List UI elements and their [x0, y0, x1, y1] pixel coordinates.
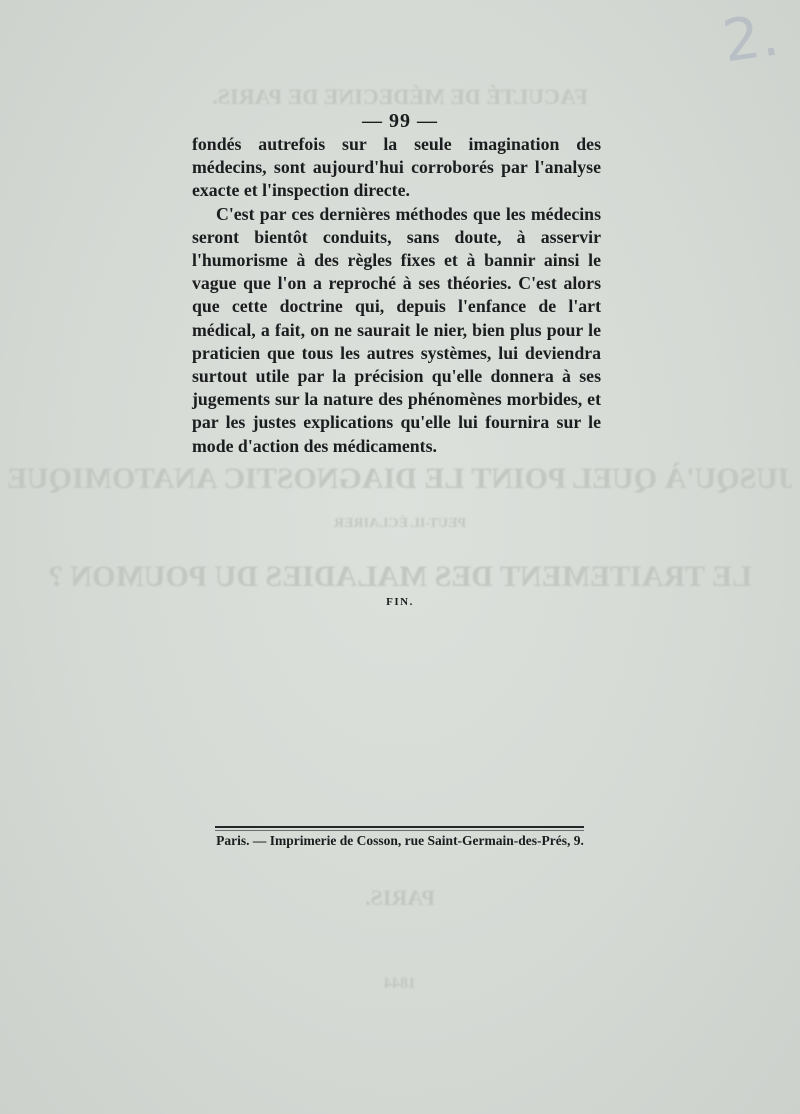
- bleed-line: JUSQU'À QUEL POINT LE DIAGNOSTIC ANATOMIQUE: [7, 462, 793, 495]
- bleed-line: FACULTÉ DE MÉDECINE DE PARIS.: [212, 84, 588, 109]
- bleed-line: PARIS.: [365, 885, 435, 910]
- handwritten-page-mark: 2.: [718, 0, 783, 76]
- page-number: — 99 —: [362, 110, 438, 132]
- paragraph: fondés autrefois sur la seule imagination des médecins, sont aujourd'hui corroborés par l'analyse exacte et l'inspection directe.: [192, 134, 601, 201]
- fin-label: FIN.: [386, 596, 414, 608]
- body-text: [192, 133, 601, 458]
- bleed-line: 1844: [384, 975, 416, 992]
- paragraph: C'est par ces dernières méthodes que les médecins seront bientôt conduits, sans doute, à asservir l'humorisme à des règles fixes et à bannir ainsi le vague que l'on a reproché à ses théories. C'est alors que cette doctrine qui, depuis l'enfance de l'art médical, a fait, on ne saurait le nier, bien plus pour le praticien que tous les autres systèmes, lui deviendra surtout utile par la précision qu'elle donnera à ses jugements sur la nature des phénomènes morbides, et par les justes explications qu'elle lui fournira sur le mode d'action des médicaments.: [192, 203, 601, 456]
- divider-rule: [215, 826, 584, 828]
- bleed-line: LE TRAITEMENT DES MALADIES DU POUMON ?: [48, 560, 752, 593]
- printer-imprint: Paris. — Imprimerie de Cosson, rue Saint-Germain-des-Prés, 9.: [216, 833, 584, 848]
- bleed-line: PEUT-IL ÉCLAIRER: [333, 516, 467, 531]
- divider-rule: [215, 830, 584, 831]
